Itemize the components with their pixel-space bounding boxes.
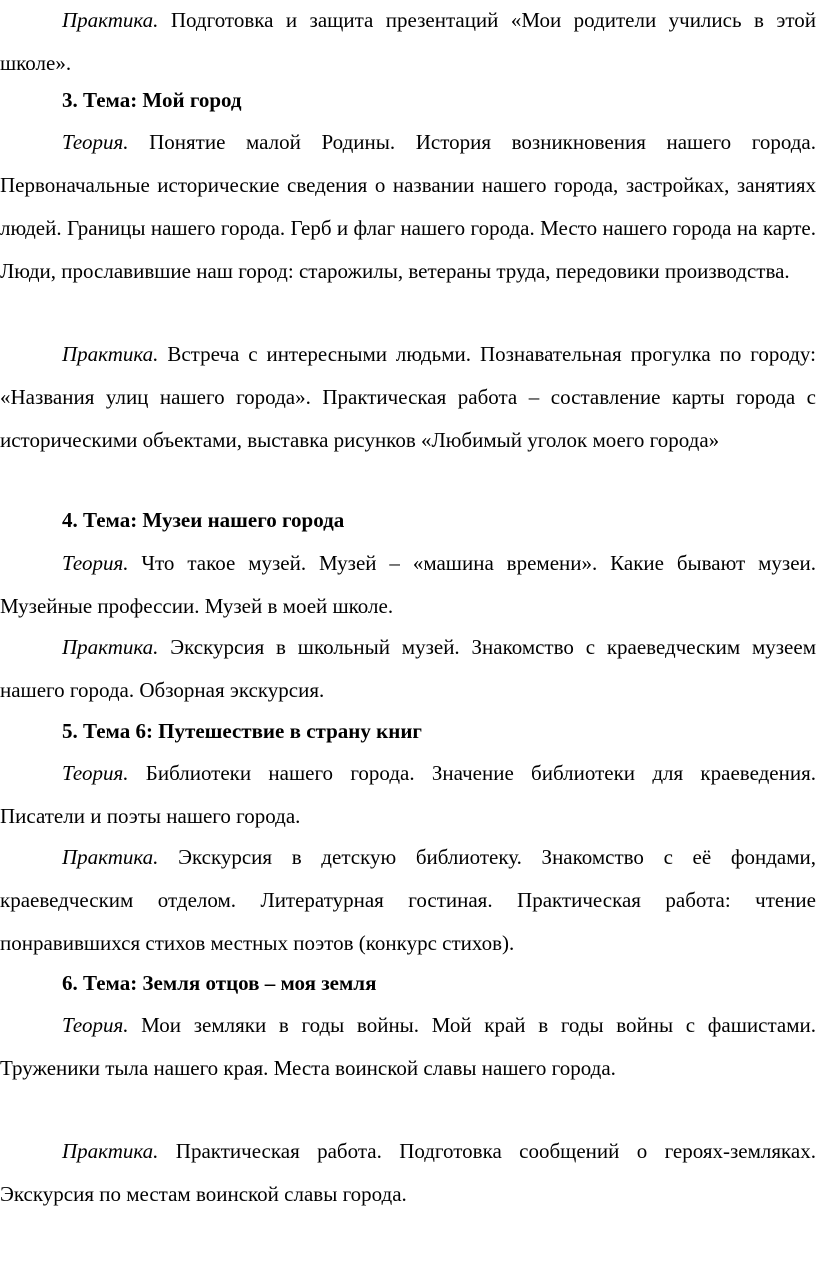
paragraph-theory-books bbox=[0, 752, 816, 838]
paragraph-label: Теория. bbox=[62, 130, 129, 154]
paragraph-text: Понятие малой Родины. История возникновения нашего города. Первоначальные исторические сведения о названии нашего города, застройках, занятиях людей. Границы нашего города. Герб и флаг нашего города. Место нашего города на карте. Люди, прославившие наш город: старожилы, ветераны труда, передовики производства. bbox=[0, 130, 816, 283]
paragraph-label: Практика. bbox=[62, 845, 159, 869]
section-heading-3: 3. Тема: Мой город bbox=[62, 88, 242, 112]
paragraph-practice-my-city bbox=[0, 333, 816, 462]
section-heading-6: 6. Тема: Земля отцов – моя земля bbox=[62, 971, 377, 995]
paragraph-label: Теория. bbox=[62, 551, 129, 575]
paragraph-text: Мои земляки в годы войны. Мой край в годы войны с фашистами. Труженики тыла нашего края. Места воинской славы нашего города. bbox=[0, 1013, 816, 1080]
section-heading-5: 5. Тема 6: Путешествие в страну книг bbox=[62, 719, 422, 743]
paragraph-label: Теория. bbox=[62, 1013, 129, 1037]
paragraph-label: Теория. bbox=[62, 761, 129, 785]
paragraph-practice-museums bbox=[0, 626, 816, 712]
paragraph-label: Практика. bbox=[62, 1139, 159, 1163]
paragraph-theory-museums bbox=[0, 542, 816, 628]
paragraph-practice-land bbox=[0, 1130, 816, 1216]
paragraph-theory-land bbox=[0, 1004, 816, 1090]
paragraph-label: Практика. bbox=[62, 342, 159, 366]
paragraph-text: Практическая работа. Подготовка сообщений о героях-земляках. Экскурсия по местам воинской славы города. bbox=[0, 1139, 816, 1206]
paragraph-text: Библиотеки нашего города. Значение библиотеки для краеведения. Писатели и поэты нашего города. bbox=[0, 761, 816, 828]
section-heading-4: 4. Тема: Музеи нашего города bbox=[62, 508, 345, 532]
paragraph-text: Экскурсия в детскую библиотеку. Знакомство с её фондами, краеведческим отделом. Литературная гостиная. Практическая работа: чтение понравившихся стихов местных поэтов (конкурс стихов). bbox=[0, 845, 816, 955]
paragraph-text: Экскурсия в школьный музей. Знакомство с краеведческим музеем нашего города. Обзорная экскурсия. bbox=[0, 635, 816, 702]
paragraph-theory-my-city bbox=[0, 121, 816, 293]
paragraph-practice-presentations bbox=[0, 0, 816, 85]
paragraph-label: Практика. bbox=[62, 8, 159, 32]
paragraph-text: Что такое музей. Музей – «машина времени». Какие бывают музеи. Музейные профессии. Музей в моей школе. bbox=[0, 551, 816, 618]
paragraph-practice-books bbox=[0, 836, 816, 965]
paragraph-label: Практика. bbox=[62, 635, 159, 659]
paragraph-text: Встреча с интересными людьми. Познавательная прогулка по городу: «Названия улиц нашего города». Практическая работа – составление карты города с историческими объектами, выставка рисунков «Любимый уголок моего города» bbox=[0, 342, 816, 452]
paragraph-text: Подготовка и защита презентаций «Мои родители учились в этой школе». bbox=[0, 8, 816, 75]
